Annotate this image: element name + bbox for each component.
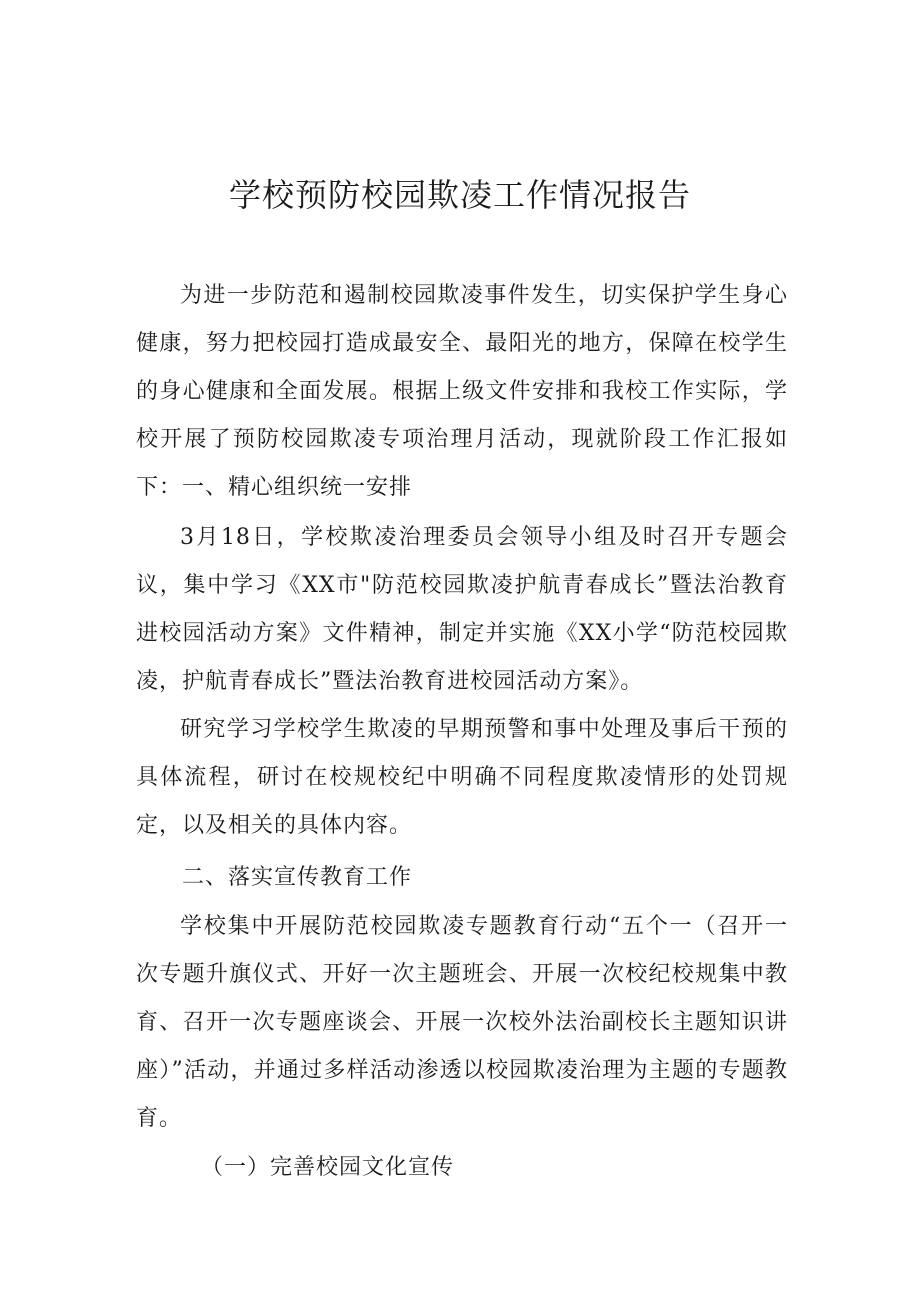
section-1-paragraph-2: 研究学习学校学生欺凌的早期预警和事中处理及事后干预的具体流程，研讨在校规校纪中明确不同程度欺凌情形的处罚规定，以及相关的具体内容。	[136, 717, 788, 838]
section-2-heading: 二、落实宣传教育工作	[182, 865, 413, 890]
section-2-paragraph-1: 学校集中开展防范校园欺凌专题教育行动“五个一（召开一次专题升旗仪式、开好一次主题班会、开展一次校纪校规集中教育、召开一次专题座谈会、开展一次校外法治副校长主题知识讲座）”活动，并通过多样活动渗透以校园欺凌治理为主题的专题教育。	[136, 914, 788, 1131]
intro-paragraph: 为进一步防范和遏制校园欺凌事件发生，切实保护学生身心健康，努力把校园打造成最安全、最阳光的地方，保障在校学生的身心健康和全面发展。根据上级文件安排和我校工作实际，学校开展了预防校园欺凌专项治理月活动，现就阶段工作汇报如下：	[136, 283, 788, 500]
section-1-paragraph-1: 3月18日，学校欺凌治理委员会领导小组及时召开专题会议，集中学习《XX市"防范校园欺凌护航青春成长”暨法治教育进校园活动方案》文件精神，制定并实施《XX小学“防范校园欺凌，护航青春成长”暨法治教育进校园活动方案》。	[136, 525, 788, 694]
section-2-subheading: （一）完善校园文化宣传	[201, 1155, 455, 1180]
section-1-heading: 一、精心组织统一安排	[182, 475, 413, 500]
document-title: 学校预防校园欺凌工作情况报告	[228, 176, 691, 214]
